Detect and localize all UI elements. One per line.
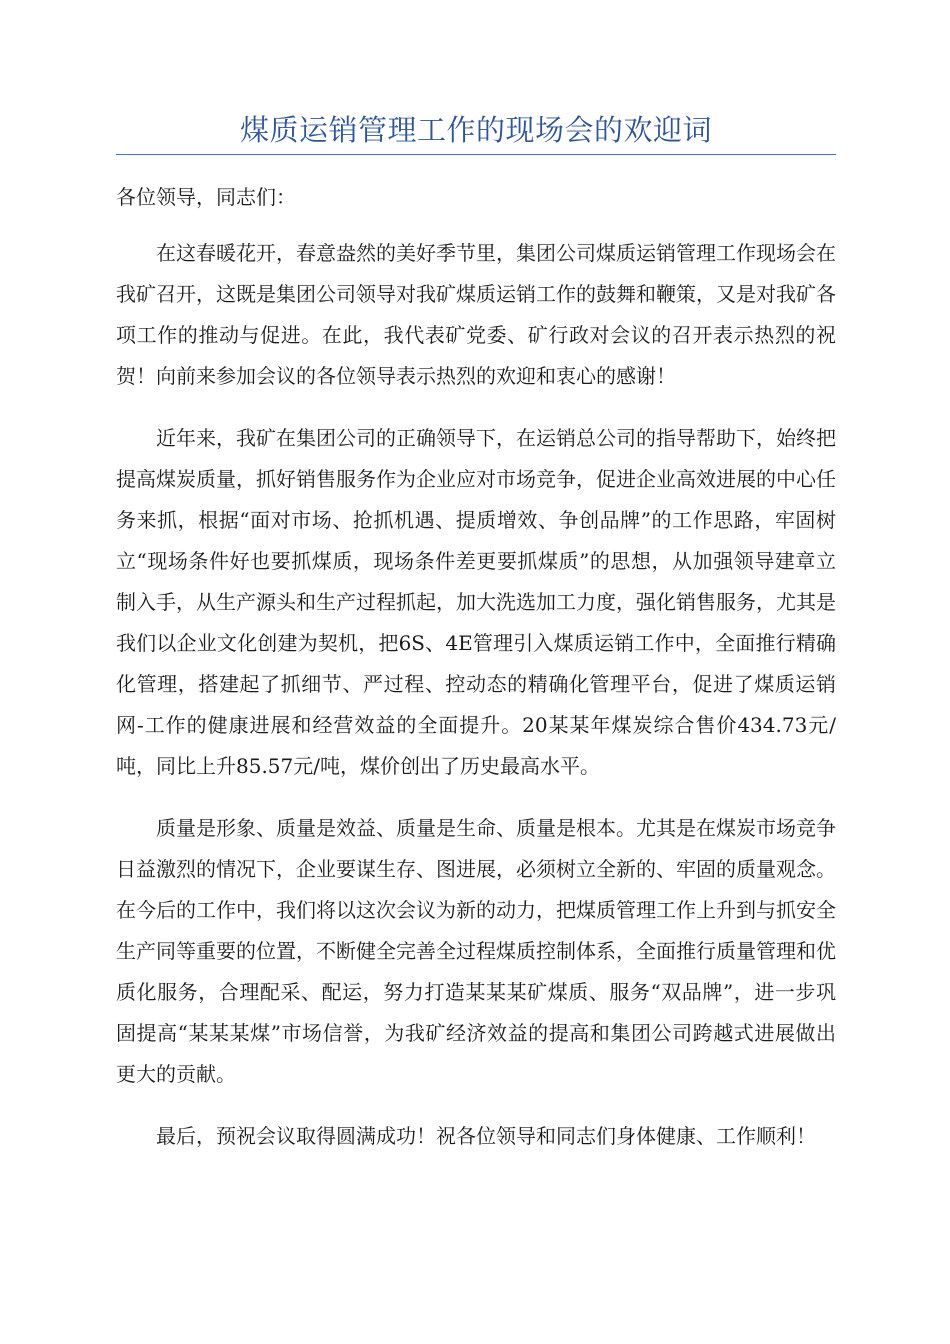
paragraph-achievements: 近年来，我矿在集团公司的正确领导下，在运销总公司的指导帮助下，始终把提高煤炭质量，抓好销售服务作为企业应对市场竞争，促进企业高效进展的中心任务来抓，根据“面对市场、抢抓机遇、提质增效、争创品牌”的工作思路，牢固树立“现场条件好也要抓煤质，现场条件差更要抓煤质”的思想，从加强领导建章立制入手，从生产源头和生产过程抓起，加大洗选加工力度，强化销售服务，尤其是我们以企业文化创建为契机，把6S、4E管理引入煤质运销工作中，全面推行精确化管理，搭建起了抓细节、严过程、控动态的精确化管理平台，促进了煤质运销网-工作的健康进展和经营效益的全面提升。20某某年煤炭综合售价434.73元/吨，同比上升85.57元/吨，煤价创出了历史最高水平。 [116, 426, 836, 778]
document-page [116, 108, 836, 1157]
title-underline [116, 154, 836, 155]
paragraph-quality: 质量是形象、质量是效益、质量是生命、质量是根本。尤其是在煤炭市场竞争日益激烈的情况下，企业要谋生存、图进展，必须树立全新的、牢固的质量观念。在今后的工作中，我们将以这次会议为新的动力，把煤质管理工作上升到与抓安全生产同等重要的位置，不断健全完善全过程煤质控制体系，全面推行质量管理和优质化服务，合理配采、配运，努力打造某某某矿煤质、服务“双品牌”，进一步巩固提高“某某某煤”市场信誉，为我矿经济效益的提高和集团公司跨越式进展做出更大的贡献。 [116, 816, 836, 1086]
paragraph-welcome: 在这春暖花开，春意盎然的美好季节里，集团公司煤质运销管理工作现场会在我矿召开，这既是集团公司领导对我矿煤质运销工作的鼓舞和鞭策，又是对我矿各项工作的推动与促进。在此，我代表矿党委、矿行政对会议的召开表示热烈的祝贺！向前来参加会议的各位领导表示热烈的欢迎和衷心的感谢！ [116, 241, 836, 388]
salutation: 各位领导，同志们： [116, 185, 296, 209]
document-title: 煤质运销管理工作的现场会的欢迎词 [239, 113, 712, 147]
paragraph-closing: 最后，预祝会议取得圆满成功！祝各位领导和同志们身体健康、工作顺利！ [156, 1124, 816, 1148]
